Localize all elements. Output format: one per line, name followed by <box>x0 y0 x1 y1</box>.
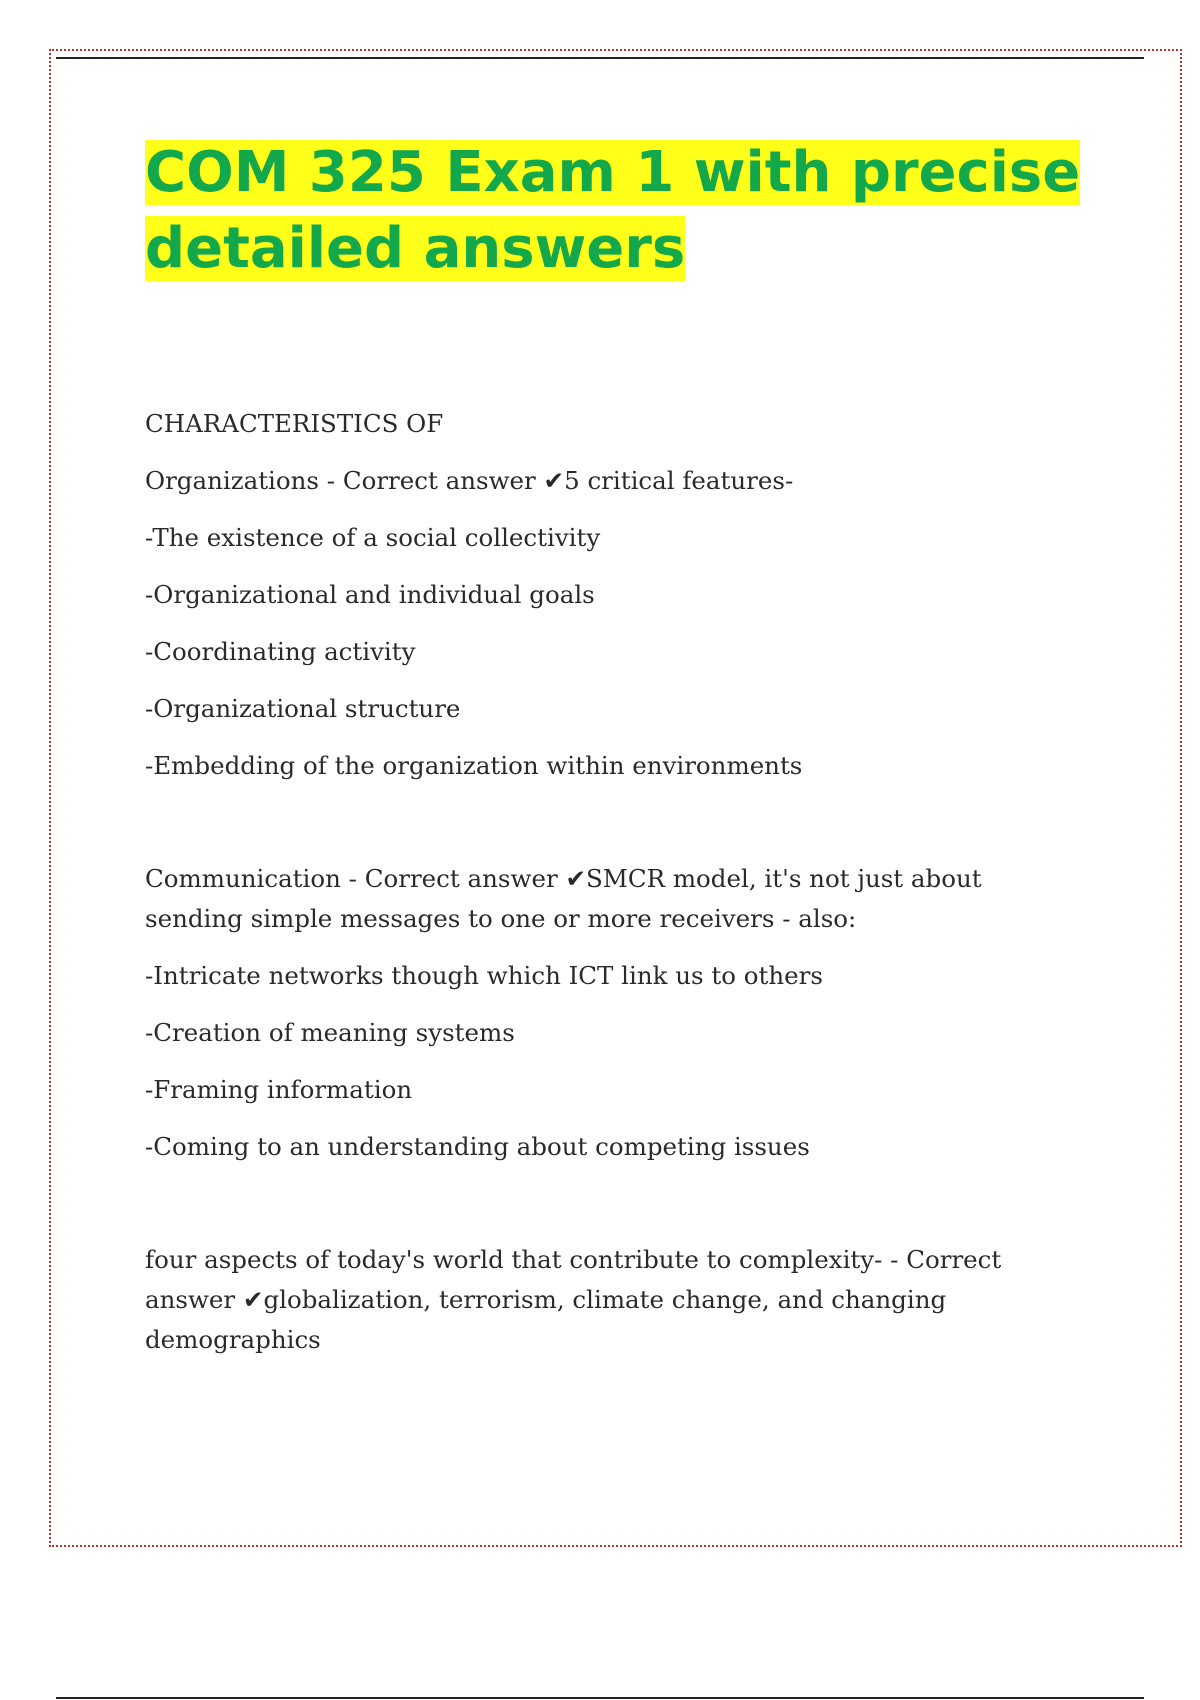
paragraph-gap <box>145 803 1085 859</box>
organizations-item: -Embedding of the organization within environments <box>145 751 803 780</box>
document-body <box>145 404 1085 1360</box>
communication-item: -Creation of meaning systems <box>145 1018 515 1047</box>
communication-item: -Framing information <box>145 1075 413 1104</box>
communication-question: Communication - Correct answer ✔SMCR model, it's not just about sending simple messages to one or more receivers - also: <box>145 864 982 933</box>
complexity-question: four aspects of today's world that contribute to complexity- - Correct answer ✔globalization, terrorism, climate change, and changing demographics <box>145 1245 1002 1354</box>
organizations-item: -Coordinating activity <box>145 637 416 666</box>
bottom-rule <box>56 1697 1144 1699</box>
document-content <box>145 135 1085 1377</box>
document-title <box>145 135 1085 287</box>
document-title-text: COM 325 Exam 1 with precise detailed answers <box>145 140 1081 281</box>
section-heading: CHARACTERISTICS OF <box>145 409 444 438</box>
communication-item: -Coming to an understanding about competing issues <box>145 1132 810 1161</box>
organizations-item: -Organizational structure <box>145 694 461 723</box>
organizations-question: Organizations - Correct answer ✔5 critical features- <box>145 466 794 495</box>
communication-item: -Intricate networks though which ICT link us to others <box>145 961 823 990</box>
organizations-item: -The existence of a social collectivity <box>145 523 601 552</box>
top-rule <box>56 57 1144 59</box>
paragraph-gap <box>145 1184 1085 1240</box>
organizations-item: -Organizational and individual goals <box>145 580 595 609</box>
